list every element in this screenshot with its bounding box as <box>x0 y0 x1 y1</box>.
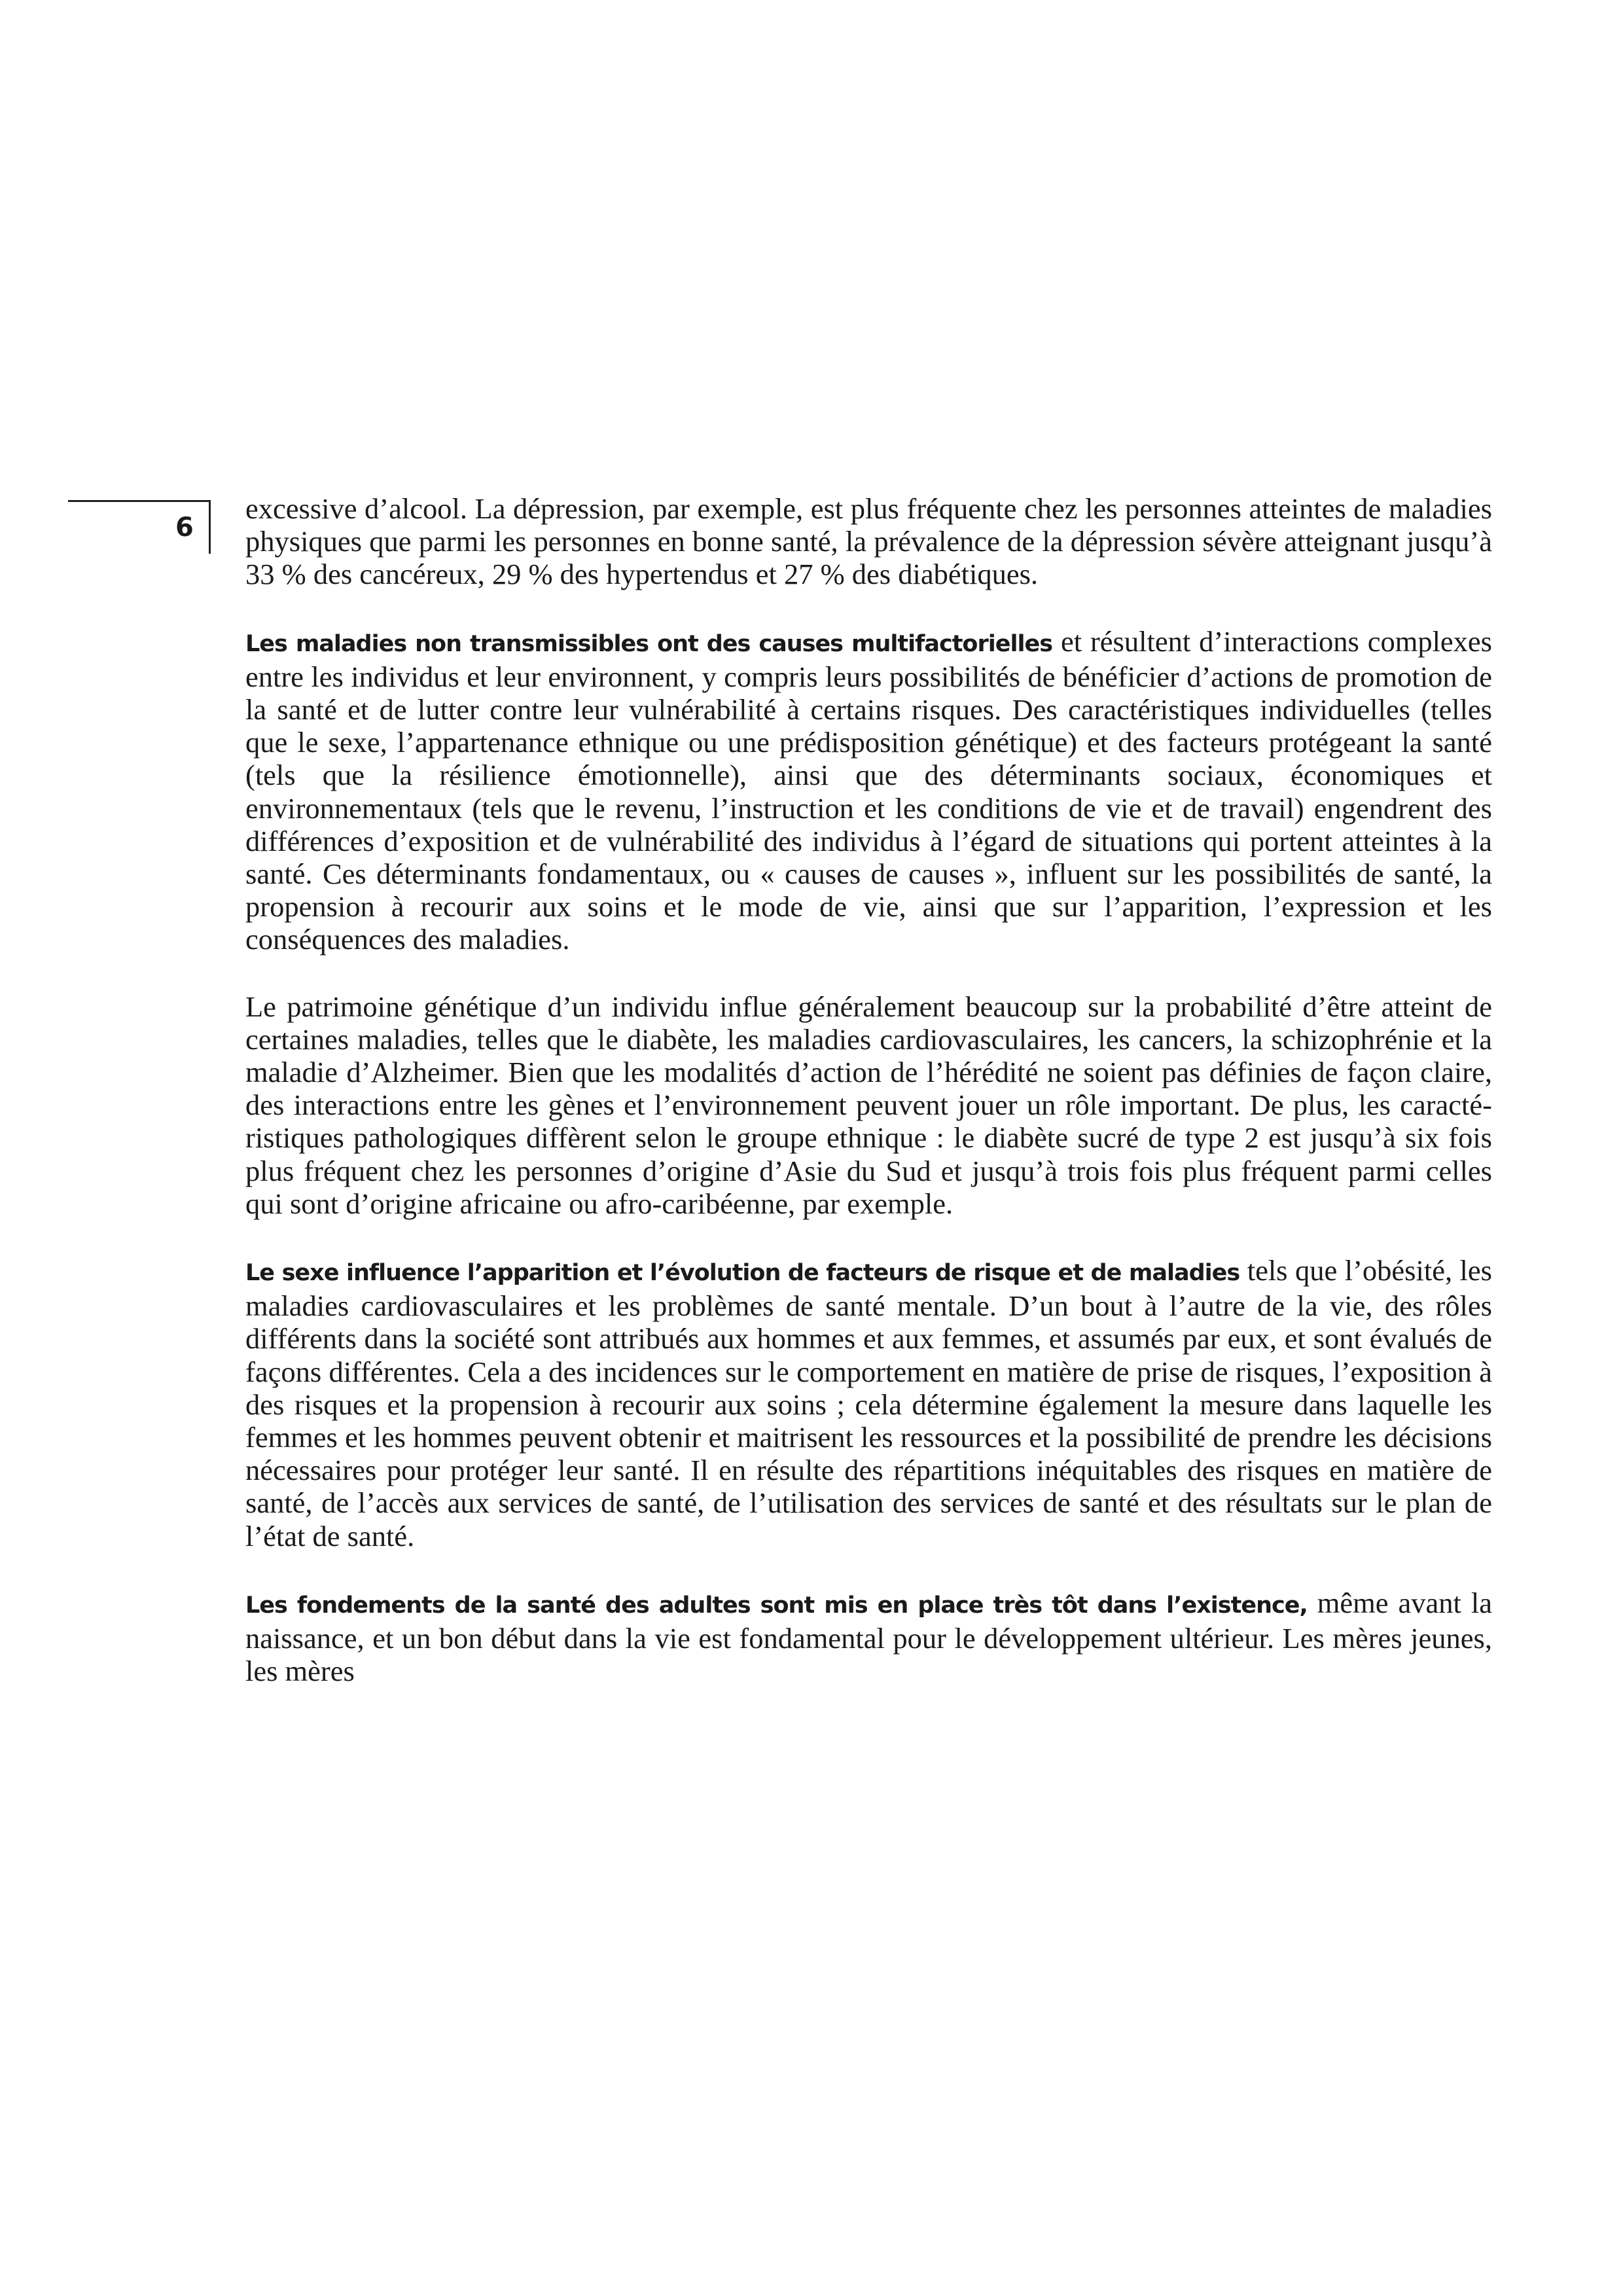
paragraph-4 <box>245 1254 1492 1552</box>
paragraph-3-text: Le patrimoine génétique d’un individu influe généralement beaucoup sur la probabilité d’être atteint de certaines maladies, telles que le diabète, les maladies cardiovasculaires, les cancers, la schizophrénie et la maladie d’Alzheimer. Bien que les modalités d’action de l’hérédité ne soient pas définies de façon claire, des interactions entre les gènes et l’environnement peuvent jouer un rôle important. De plus, les caractéristiques pathologiques diffèrent selon le groupe ethnique : le diabète sucré de type 2 est jusqu’à six fois plus fréquent chez les personnes d’origine d’Asie du Sud et jusqu’à trois fois plus fréquent parmi celles qui sont d’origine africaine ou afro-caribéenne, par exemple. <box>245 990 1492 1220</box>
paragraph-4-lead: Le sexe influence l’apparition et l’évolution de facteurs de risque et de maladies <box>245 1260 1240 1287</box>
page-number-divider <box>209 500 211 554</box>
paragraph-1-text: excessive d’alcool. La dépression, par exemple, est plus fréquente chez les personnes atteintes de maladies physiques que parmi les personnes en bonne santé, la prévalence de la dépression sévère atteignant jusqu’à 33 % des cancéreux, 29 % des hypertendus et 27 % des diabétiques. <box>245 492 1492 591</box>
paragraph-2 <box>245 625 1492 956</box>
paragraph-2-lead: Les maladies non transmissibles ont des causes multifactorielles <box>245 630 1053 657</box>
paragraph-5-text: même avant la naissance, et un bon début dans la vie est fondamental pour le développement ultérieur. Les mères jeunes, les mères <box>245 1586 1492 1688</box>
paragraph-1 <box>245 492 1492 591</box>
paragraph-4-text: tels que l’obésité, les maladies cardiovasculaires et les problèmes de santé mentale. D’un bout à l’autre de la vie, des rôles différents dans la société sont attribués aux hommes et aux femmes, et assumés par eux, et sont évalués de façons différentes. Cela a des incidences sur le comportement en matière de prise de risques, l’exposition à des risques et la propension à recourir aux soins ; cela détermine également la mesure dans laquelle les femmes et les hommes peuvent obtenir et maitrisent les ressources et la possibilité de prendre les décisions nécessaires pour protéger leur santé. Il en résulte des répartitions inéquitables des risques en matière de santé, de l’accès aux services de santé, de l’utilisation des services de santé et des résultats sur le plan de l’état de santé. <box>245 1254 1492 1552</box>
paragraph-2-text: et résultent d’interactions complexes entre les individus et leur environnent, y compris leurs possibilités de bénéficier d’actions de promotion de la santé et de lutter contre leur vulnérabilité à certains risques. Des caractéristiques individuelles (telles que le sexe, l’appartenance ethnique ou une prédisposition génétique) et des facteurs protégeant la santé (tels que la résilience émotionnelle), ainsi que des déterminants sociaux, économiques et environnementaux (tels que le revenu, l’instruction et les conditions de vie et de travail) engendrent des différences d’exposition et de vulnérabilité des individus à l’égard de situations qui portent atteintes à la santé. Ces déterminants fondamentaux, ou « causes de causes », influent sur les possibilités de santé, la propension à recourir aux soins et le mode de vie, ainsi que sur l’apparition, l’expression et les conséquences des maladies. <box>245 624 1493 956</box>
page-number: 6 <box>175 512 194 543</box>
paragraph-5-lead: Les fondements de la santé des adultes sont mis en place très tôt dans l’existence, <box>245 1592 1308 1619</box>
paragraph-5 <box>245 1587 1492 1688</box>
body-text <box>245 492 1492 1722</box>
paragraph-3 <box>245 990 1492 1220</box>
page-number-rule <box>68 500 211 502</box>
